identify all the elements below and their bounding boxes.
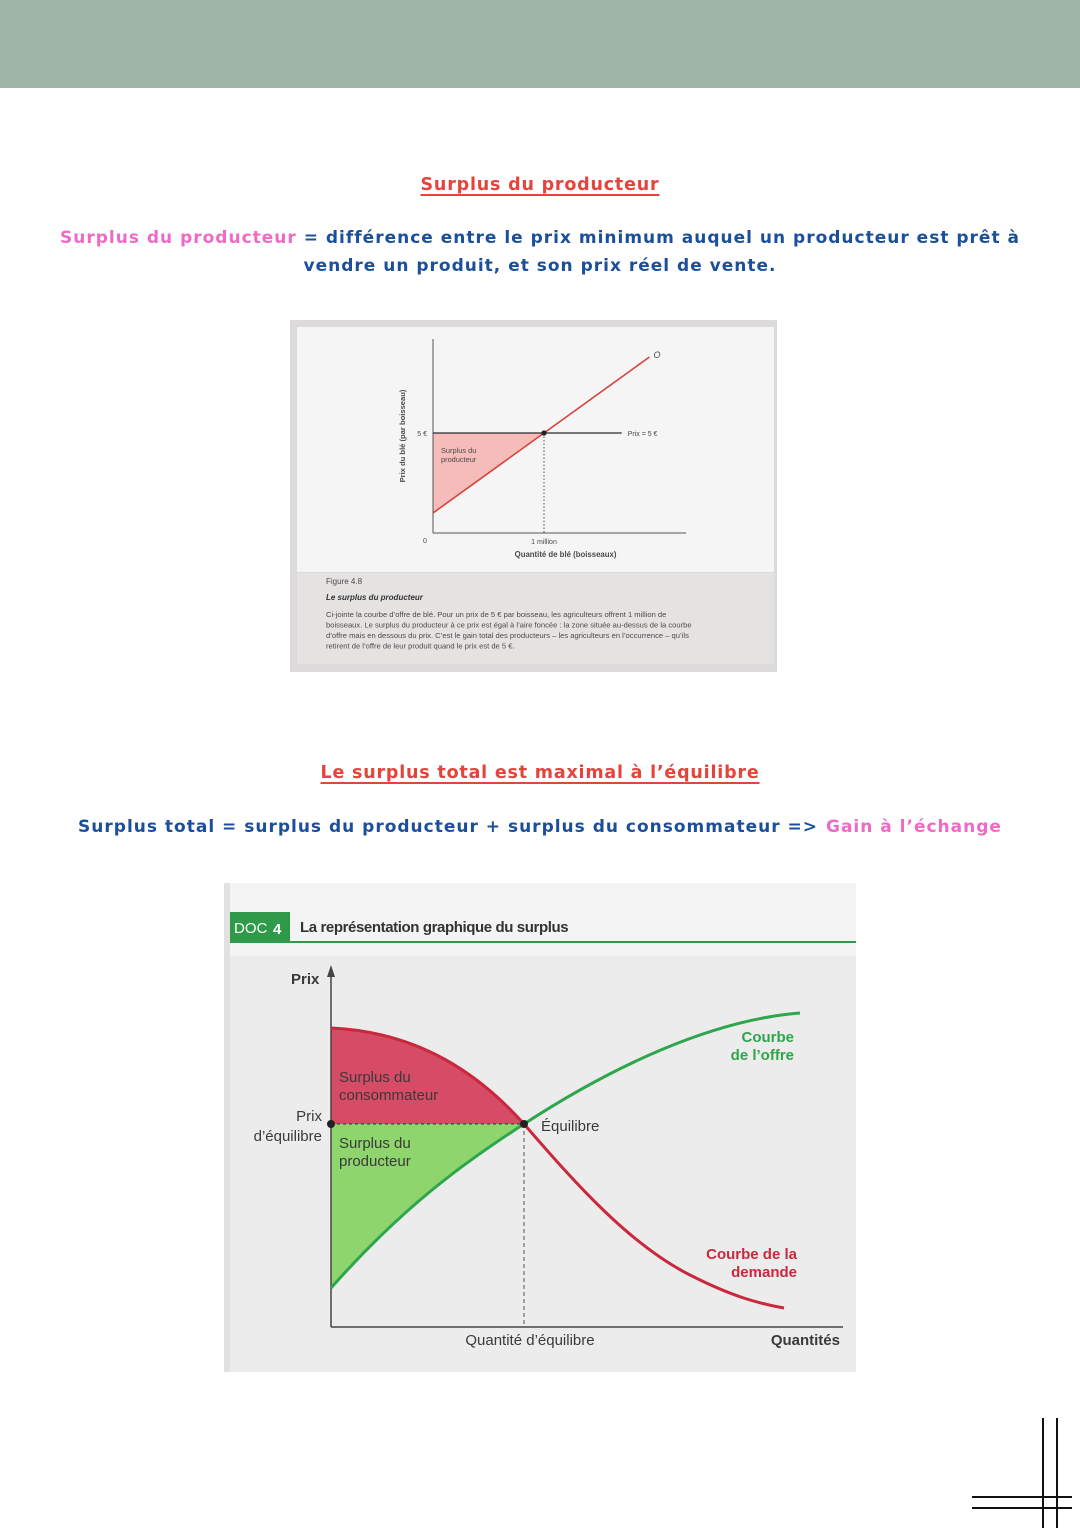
- header-band: [0, 0, 1080, 88]
- fig2-frame-edge: [224, 883, 230, 1372]
- section2-title-text: Le surplus total est maximal à l’équilibre: [320, 763, 760, 783]
- fig1-surplus-label-2: producteur: [441, 455, 477, 464]
- fig1-caption-line: d’offre mais en dessous du prix. C’est le gain total des producteurs – les agriculteurs en l’occurrence – qu’ils: [326, 631, 689, 640]
- fig2-consumer-surplus-label-2: consommateur: [339, 1087, 439, 1104]
- fig1-y-axis-label: Prix du blé (par boisseau): [398, 389, 407, 483]
- fig2-producer-surplus-label-2: producteur: [339, 1153, 411, 1170]
- fig1-supply-label: O: [653, 350, 661, 360]
- fig2-doc-badge-prefix: DOC: [234, 920, 268, 937]
- fig2-consumer-surplus-label-1: Surplus du: [339, 1069, 411, 1086]
- fig2-equilibrium-point: [520, 1120, 528, 1128]
- fig1-caption-label: Figure 4.8: [326, 577, 363, 586]
- fig2-demand-label-1: Courbe de la: [706, 1246, 797, 1263]
- fig1-price-label: Prix = 5 €: [627, 431, 658, 438]
- fig1-caption-line: boisseaux. Le surplus du producteur à ce prix est égal à l’aire foncée : la zone située au-dessus de la courbe: [326, 620, 692, 630]
- fig1-equilibrium-point: [541, 430, 546, 435]
- fig1-x-tick-label: 1 million: [531, 539, 557, 546]
- fig1-surplus-label-1: Surplus du: [441, 446, 477, 455]
- corner-decoration: [960, 1410, 1080, 1528]
- producer-surplus-definition: [0, 224, 1080, 280]
- fig1-caption-title: Le surplus du producteur: [326, 593, 423, 602]
- definition-text-line2: vendre un produit, et son prix réel de vente.: [303, 256, 777, 276]
- fig2-doc-badge-number: 4: [273, 921, 282, 938]
- fig2-equilibrium-quantity-label: Quantité d’équilibre: [465, 1332, 595, 1349]
- fig2-y-axis-label: Prix: [291, 971, 320, 988]
- fig1-chart-panel: [297, 327, 774, 572]
- formula-text: Surplus total = surplus du producteur + surplus du consommateur =>: [78, 817, 818, 837]
- fig1-y-tick-label: 5 €: [417, 431, 427, 438]
- fig1-x-axis-label: Quantité de blé (boisseaux): [514, 550, 617, 559]
- formula-highlight: Gain à l’échange: [826, 817, 1002, 837]
- total-surplus-figure: [224, 883, 856, 1372]
- section1-title-text: Surplus du producteur: [420, 175, 660, 195]
- fig2-equilibrium-price-label-2: d’équilibre: [253, 1128, 322, 1145]
- fig2-equilibrium-label: Équilibre: [541, 1118, 600, 1135]
- producer-surplus-figure: [290, 320, 777, 672]
- fig2-equilibrium-price-point: [327, 1120, 335, 1128]
- total-surplus-formula: [0, 814, 1080, 840]
- definition-term: Surplus du producteur: [60, 228, 297, 248]
- fig2-producer-surplus-label-1: Surplus du: [339, 1135, 411, 1152]
- fig1-origin-label: 0: [423, 538, 427, 545]
- fig1-caption-line: retirent de l’offre de leur produit quand le prix est de 5 €.: [326, 641, 515, 651]
- section2-title: [0, 761, 1080, 785]
- section1-title: [0, 173, 1080, 197]
- fig2-title: La représentation graphique du surplus: [300, 919, 569, 936]
- fig2-x-axis-label: Quantités: [770, 1332, 840, 1349]
- fig2-equilibrium-price-label-1: Prix: [296, 1108, 322, 1125]
- fig2-supply-label-2: de l’offre: [730, 1047, 794, 1064]
- fig2-supply-label-1: Courbe: [741, 1029, 794, 1046]
- fig1-caption-line: Ci-jointe la courbe d’offre de blé. Pour un prix de 5 € par boisseau, les agriculteurs offrent 1 million de: [326, 610, 667, 619]
- definition-text-line1: = différence entre le prix minimum auquel un producteur est prêt à: [296, 228, 1020, 248]
- fig2-demand-label-2: demande: [731, 1264, 797, 1281]
